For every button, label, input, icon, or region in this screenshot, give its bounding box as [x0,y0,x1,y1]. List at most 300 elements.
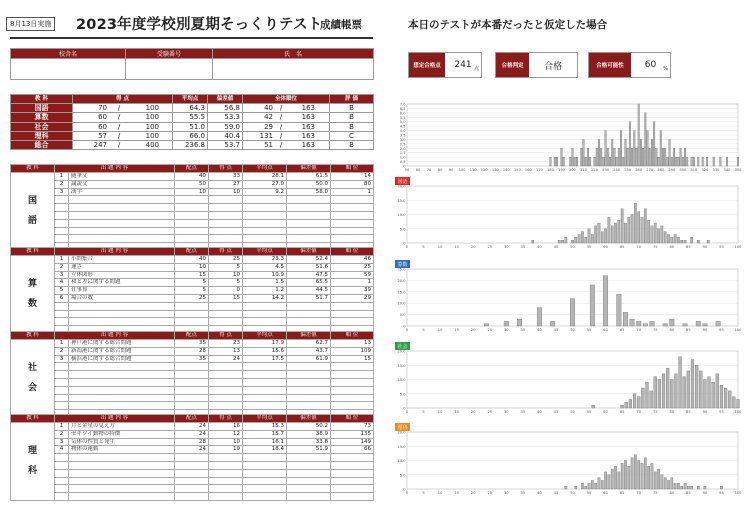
question-topic: 月と金星の見え方 [69,423,175,431]
histogram-bar [661,475,663,489]
total-count: 163 [301,122,315,131]
detail-row [11,469,374,477]
subject-char: 数 [27,299,37,310]
x-tick-label: 35 [520,245,526,249]
average: 10.9 [243,271,287,279]
x-tick-label: 60 [603,491,608,495]
x-tick-label: 90 [702,328,708,332]
max-score: 100 [145,113,159,122]
x-tick-label: 75 [652,245,658,249]
deviation-value: 59.0 [208,122,243,131]
deviation: 65.5 [287,279,331,287]
x-tick-label: 290 [668,168,676,172]
y-tick-label: 5.0 [399,227,406,232]
histogram-bar [680,148,682,166]
deviation: 50.2 [287,423,331,431]
histogram-bar [578,234,580,243]
col-header: 平均点 [243,248,287,256]
x-tick-label: 80 [669,328,675,332]
deviation: 47.5 [287,271,331,279]
x-tick-label: 130 [491,168,499,172]
x-tick-label: 300 [679,168,687,172]
question-topic: セキツイ動物の特徴 [69,430,175,438]
points: 5 [175,287,209,295]
score: 33 [209,173,243,181]
histogram-bar [504,321,509,326]
detail-row [11,423,374,431]
histogram-bar [673,148,675,166]
detail-row [11,310,374,318]
x-tick-label: 85 [686,328,691,332]
rank: 109 [331,347,374,355]
deviation: 38.9 [287,430,331,438]
histogram-bar [601,480,603,489]
col-score: 得 点 [73,95,173,104]
histogram-bar [628,466,630,489]
score-value: 247 [93,141,107,150]
histogram-bar [642,148,644,166]
rank: 59 [331,271,374,279]
kpi-value: 60 [644,60,657,70]
col-header: 順 位 [331,165,374,173]
histogram-bar [585,157,587,166]
y-tick-label: 10.0 [397,301,406,306]
x-tick-label: 320 [701,168,709,172]
average: 1.2 [243,287,287,295]
question-topic: 仕事算 [69,287,175,295]
y-tick-label: 5.0 [399,313,406,318]
histogram-bar [708,377,711,408]
histogram-bar [614,223,616,243]
x-tick-label: 260 [635,168,643,172]
histogram-bar [647,131,649,166]
x-tick-label: 15 [454,491,459,495]
col-topic: 出 題 内 容 [55,248,175,256]
x-tick-label: 0 [405,491,409,495]
detail-row [11,438,374,446]
x-tick-label: 70 [636,410,641,414]
histogram-bar [625,139,627,166]
col-header: 配点 [175,165,209,173]
histogram-bar [611,226,613,243]
x-tick-label: 35 [520,410,526,414]
x-tick-label: 90 [702,410,708,414]
histogram-bar [653,122,655,166]
histogram-bar [660,131,662,166]
x-tick-label: 100 [734,328,742,332]
histogram-bar [572,148,574,166]
detail-row [11,446,374,454]
subject-char: 語 [27,216,37,227]
detail-row [11,363,374,371]
y-tick-label: 10.0 [397,459,406,463]
x-tick-label: 340 [723,168,731,172]
question-no: 1 [55,173,69,181]
y-tick-label: 2.5 [399,142,406,147]
average: 17.9 [243,340,287,348]
score: 24 [209,355,243,363]
x-tick-label: 170 [535,168,543,172]
deviation: 61.5 [287,173,331,181]
y-tick-label: 20.0 [397,184,406,189]
y-tick-label: 5.5 [399,115,406,120]
points: 50 [175,180,209,188]
detail-row [11,430,374,438]
histogram-bar [631,148,633,166]
question-no: 2 [55,347,69,355]
histogram-bar [561,148,563,166]
histogram-bar [598,478,600,489]
x-tick-label: 55 [586,245,592,249]
histogram-bar [585,237,587,243]
subject-char: 社 [27,363,37,374]
histogram-bar [706,157,708,166]
histogram-bar [703,324,708,326]
histogram-bar [618,220,620,243]
x-tick-label: 95 [719,410,724,414]
score: 5 [209,279,243,287]
deviation: 43.7 [287,347,331,355]
rank-value: 40 [264,104,273,113]
col-topic: 出 題 内 容 [55,415,175,423]
question-topic: 小問集合 [69,256,175,264]
y-tick-label: 0 [403,241,406,246]
y-tick-label: 4.5 [399,124,406,129]
rank: 149 [331,438,374,446]
deviation: 62.7 [287,340,331,348]
points: 35 [175,355,209,363]
histogram-bar [576,157,578,166]
histogram-bar [603,157,605,166]
histogram-bar [649,148,651,166]
question-no: 1 [55,256,69,264]
histogram-bar [657,229,659,243]
pass-judgement-kpi [495,52,578,78]
detail-row [11,287,374,295]
histogram-bar [590,285,595,326]
x-tick-label: 45 [553,410,559,414]
average-value: 66.0 [173,131,208,140]
col-header: 配点 [175,248,209,256]
col-grade: 評 価 [330,95,374,104]
y-tick-label: 20.0 [397,349,406,354]
question-no: 5 [55,287,69,295]
histogram-bar [669,139,671,166]
histogram-bar [624,461,626,490]
detail-row [11,256,374,264]
deviation: 58.0 [287,188,331,196]
points: 15 [175,271,209,279]
x-tick-label: 5 [422,491,425,495]
y-tick-label: 6.5 [399,106,406,111]
histogram-bar [682,157,684,166]
histogram-bar [581,232,583,243]
deviation: 51.9 [287,446,331,454]
subject-tag-label: 理科 [397,424,408,431]
rank-value: 29 [264,122,273,131]
histogram-bar [596,148,598,166]
histogram-bar [591,234,593,243]
col-header: 偏差値 [287,415,331,423]
rank: 80 [331,180,374,188]
subject-name: 国語 [11,104,73,113]
histogram-bar [675,157,677,166]
histogram-bar [691,360,694,408]
x-tick-label: 95 [719,491,724,495]
histogram-bar [671,478,673,489]
x-tick-label: 190 [558,168,565,172]
histogram-bar [712,382,715,408]
max-score: 100 [145,104,159,113]
histogram-bar [614,148,616,166]
deviation: 50.0 [287,180,331,188]
x-tick-label: 10 [437,328,443,332]
y-tick-label: 0 [403,164,406,169]
x-tick-label: 65 [619,328,625,332]
x-tick-label: 65 [619,245,625,249]
y-tick-label: 5.0 [399,473,406,478]
x-tick-label: 50 [570,491,575,495]
x-tick-label: 10 [437,245,443,249]
col-topic: 出 題 内 容 [55,332,175,340]
score: 0 [209,287,243,295]
histogram-bar [623,312,628,326]
histogram-bar [675,374,678,408]
subject-name: 社会 [11,122,73,131]
histogram-bar [691,237,693,243]
subject-tag-label: 国語 [397,178,408,185]
question-no: 4 [55,446,69,454]
rank-value: 42 [264,113,273,122]
x-tick-label: 5 [422,410,425,414]
col-header: 平均点 [243,415,287,423]
rank-value: 51 [264,141,273,150]
y-tick-label: 4.0 [399,129,406,134]
average: 18.4 [243,446,287,454]
x-tick-label: 70 [636,245,641,249]
x-tick-label: 90 [702,245,708,249]
points: 24 [175,446,209,454]
detail-row [11,227,374,235]
score: 5 [209,263,243,271]
col-header: 得 点 [209,332,243,340]
total-count: 163 [301,104,315,113]
histogram-bar [608,475,610,489]
histogram-bar [716,321,721,326]
x-tick-label: 20 [470,245,476,249]
score: 12 [209,430,243,438]
histogram-bar [645,113,647,166]
points: 40 [175,173,209,181]
points: 35 [175,340,209,348]
histogram-bar [651,226,653,243]
x-tick-label: 160 [524,168,532,172]
histogram-bar [617,294,622,326]
score-value: 60 [98,122,107,131]
x-tick-label: 40 [537,245,542,249]
rank: 25 [331,263,374,271]
subject-name: 算数 [11,113,73,122]
histogram-bar [640,139,642,166]
col-header: 配点 [175,332,209,340]
histogram-bar [684,240,686,243]
x-tick-label: 80 [669,410,675,414]
x-tick-label: 5 [422,328,425,332]
score: 15 [209,294,243,302]
histogram-bar [684,483,686,489]
score: 13 [209,347,243,355]
rank: 39 [331,287,374,295]
histogram-bar [720,385,723,408]
exam-date-badge: 8月13日実施 [6,17,55,31]
score: 19 [209,446,243,454]
histogram-bar [644,458,646,489]
histogram-bar [609,157,611,166]
histogram-bar [570,299,575,326]
kpi-label: 合格判定 [496,53,529,77]
col-header: 平均点 [243,332,287,340]
histogram-bar [663,324,668,326]
histogram-bar [654,472,656,489]
total-count: 163 [301,141,315,150]
x-tick-label: 60 [603,245,608,249]
x-tick-label: 140 [502,168,510,172]
histogram-bar [681,240,683,243]
y-tick-label: 5.0 [399,120,406,125]
x-tick-label: 250 [624,168,632,172]
histogram-bar [611,469,613,489]
x-tick-label: 270 [646,168,654,172]
grade-value: C [330,131,374,140]
histogram-bar [691,157,693,166]
histogram-bar [550,321,555,326]
hypothesis-title: 本日のテストが本番だったと仮定した場合 [408,19,608,31]
histogram-bar [537,308,542,326]
average-value: 51.0 [173,122,208,131]
x-tick-label: 230 [602,168,610,172]
detail-row [11,235,374,243]
x-tick-label: 330 [712,168,720,172]
score: 10 [209,438,243,446]
histogram-bar [631,458,633,489]
col-rank: 全体順位 [243,95,330,104]
deviation-value: 56.8 [208,104,243,113]
detail-table [10,164,374,251]
histogram-bar [598,139,600,166]
histogram-bar [517,319,522,326]
exam-number-value [126,59,213,80]
score: 27 [209,180,243,188]
histogram-bar [620,131,622,166]
histogram-bar [720,157,722,166]
question-no: 2 [55,263,69,271]
score: 16 [209,423,243,431]
x-tick-label: 200 [569,168,576,172]
histogram-bar [664,478,666,489]
x-tick-label: 45 [553,245,559,249]
x-tick-label: 220 [591,168,598,172]
y-tick-label: 15.0 [397,363,406,368]
x-tick-label: 85 [686,410,691,414]
summary-row: 総合 247 / 400 236.8 53.7 51 / 163 B [11,141,374,150]
summary-row: 理科 57 / 100 66.0 40.4 131 / 163 C [11,131,374,140]
histogram-bar [716,374,719,408]
x-tick-label: 70 [426,168,432,172]
detail-row [11,271,374,279]
col-subject: 教 科 [11,95,73,104]
x-tick-label: 60 [415,168,421,172]
histogram-bar [651,463,653,489]
histogram-bar [646,382,649,408]
x-tick-label: 85 [686,491,691,495]
histogram-bar [603,276,608,326]
histogram-bar [636,148,638,166]
histogram-bar [679,357,682,408]
question-topic: 新潟港に関する総合問題 [69,347,175,355]
histogram-bar [670,380,673,409]
x-tick-label: 350 [734,168,742,172]
points: 5 [175,279,209,287]
max-score: 100 [145,131,159,140]
y-tick-label: 15.0 [397,444,406,449]
max-score: 100 [145,122,159,131]
histogram-bar [565,486,567,489]
histogram-bar [622,157,624,166]
x-tick-label: 50 [570,245,575,249]
histogram-bar [630,319,635,326]
x-tick-label: 75 [652,410,658,414]
col-deviation: 偏差値 [208,95,243,104]
detail-row [11,219,374,227]
x-tick-label: 50 [404,168,410,172]
x-tick-label: 95 [719,245,724,249]
histogram-bar [687,371,690,408]
student-info-table [10,48,374,80]
histogram-bar [605,131,607,166]
histogram-1 [395,177,742,252]
page-subtitle: 成績帳票 [320,19,362,31]
rank: 46 [331,256,374,264]
school-label: 校舎名 [11,49,126,59]
x-tick-label: 40 [537,328,542,332]
detail-row [11,477,374,485]
histogram-bar [695,365,698,408]
histogram-bar [677,483,679,489]
histogram-bar [614,466,616,489]
histogram-bar [563,157,565,166]
kpi-unit: % [663,66,668,72]
summary-table [10,94,374,150]
y-tick-label: 1.5 [399,151,406,156]
question-no: 3 [55,355,69,363]
score-value: 60 [98,113,107,122]
histogram-bar [696,321,701,326]
x-tick-label: 100 [734,491,742,495]
histogram-3 [395,342,742,417]
rank: 15 [331,355,374,363]
x-tick-label: 100 [458,168,466,172]
x-tick-label: 30 [504,491,509,495]
x-tick-label: 310 [690,168,698,172]
histogram-bar [594,157,596,166]
average-value: 236.8 [173,141,208,150]
question-topic: 立体図形 [69,271,175,279]
histogram-bar [629,399,632,408]
histogram-bar [585,486,587,489]
x-tick-label: 0 [405,410,409,414]
average: 17.5 [243,355,287,363]
question-no: 3 [55,438,69,446]
